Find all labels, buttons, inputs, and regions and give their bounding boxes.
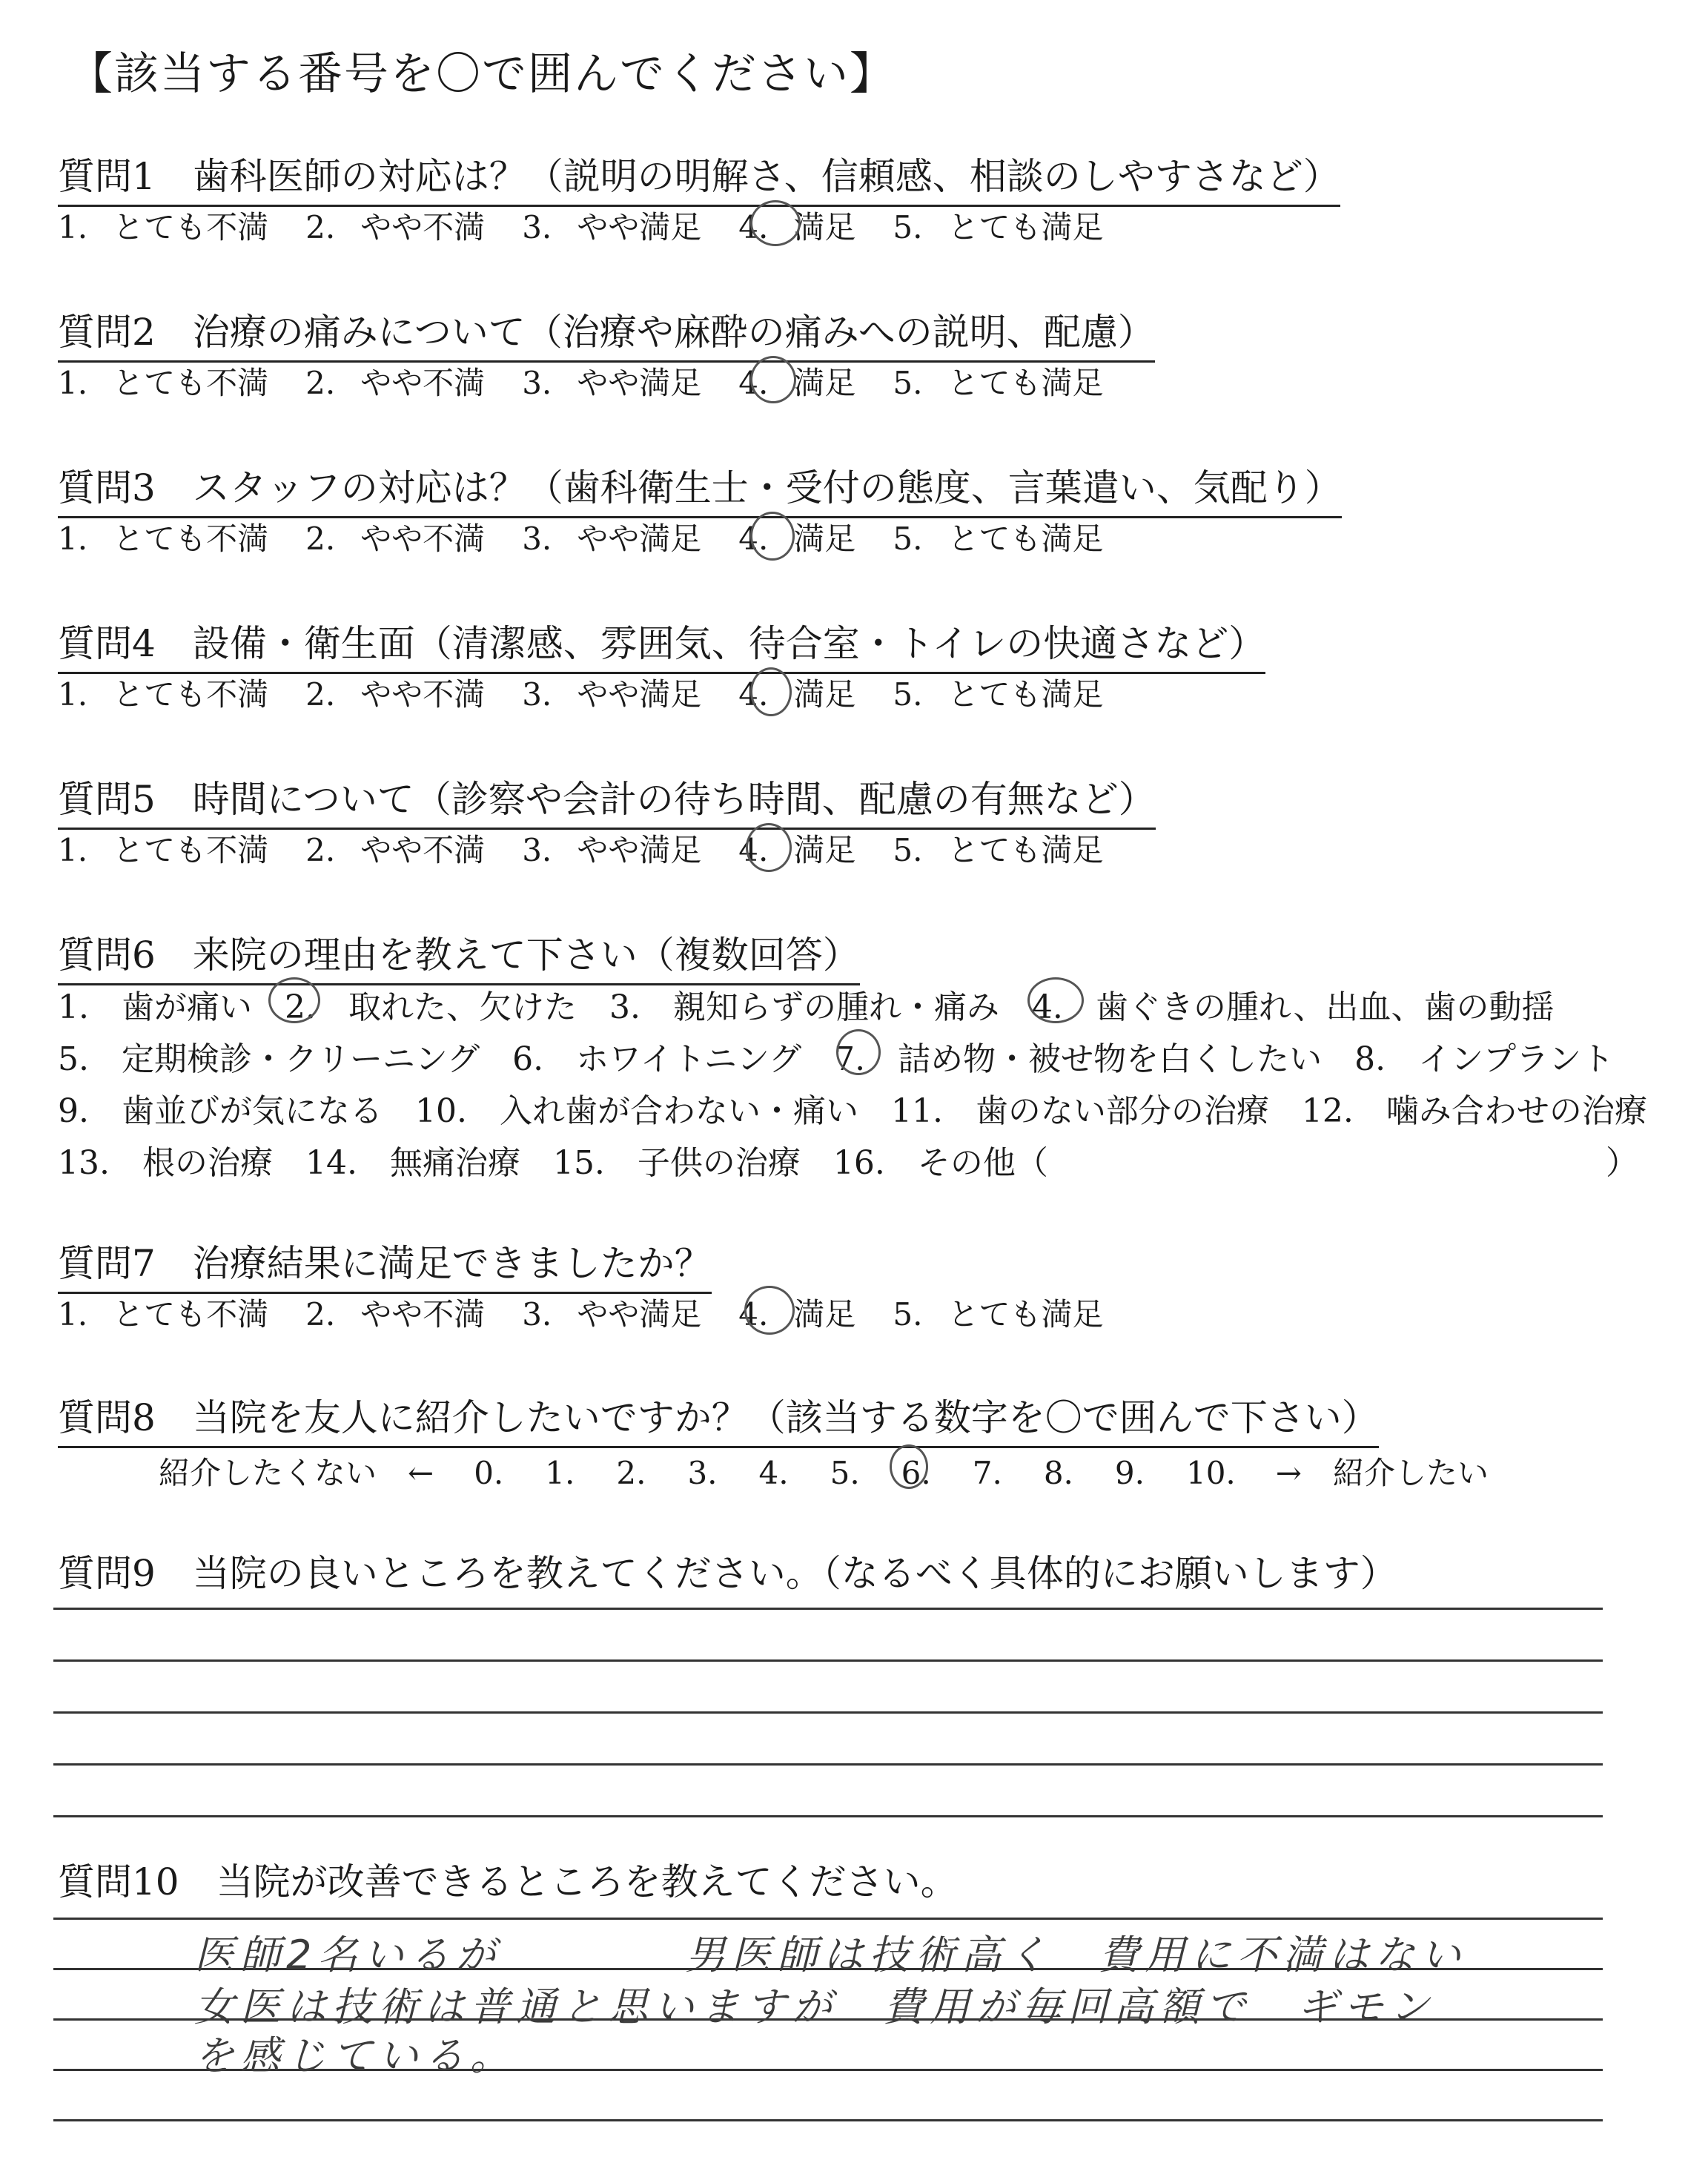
answer-circle-mark: [746, 823, 792, 872]
option-label[interactable]: とても満足: [947, 832, 1104, 868]
option-label[interactable]: やや不満: [360, 676, 486, 713]
option-label[interactable]: 満足: [793, 365, 856, 401]
option-label[interactable]: やや不満: [360, 365, 486, 401]
option-number[interactable]: 3.: [522, 521, 552, 557]
option-label[interactable]: とても不満: [113, 1296, 269, 1332]
question-7-title: 質問7 治療結果に満足できましたか？: [58, 1234, 712, 1294]
option-number[interactable]: 1.: [58, 1296, 88, 1332]
handwritten-answer-line-3: を感じている。: [194, 2032, 516, 2079]
option-number[interactable]: 2.: [305, 209, 336, 245]
option-number[interactable]: 1.: [58, 365, 88, 401]
answer-line[interactable]: [53, 1763, 1603, 1766]
option-label[interactable]: とても満足: [947, 1296, 1104, 1332]
answer-line[interactable]: [53, 1815, 1603, 1817]
option-label[interactable]: とても不満: [113, 832, 269, 868]
option-label[interactable]: やや満足: [577, 209, 702, 245]
question-1-options: [58, 203, 1103, 248]
option-number[interactable]: 3.: [522, 365, 552, 401]
option-label[interactable]: とても不満: [113, 521, 269, 557]
option-number-selected[interactable]: 4.: [738, 365, 769, 401]
option-number[interactable]: 2.: [305, 521, 336, 557]
option-number[interactable]: 5.: [893, 832, 923, 868]
question-2-title: 質問2 治療の痛みについて（治療や麻酔の痛みへの説明、配慮）: [58, 303, 1155, 363]
question-8-title: 質問8 当院を友人に紹介したいですか？（該当する数字を〇で囲んで下さい）: [58, 1388, 1379, 1448]
option-number[interactable]: 3.: [522, 1296, 552, 1332]
answer-circle-mark: [744, 1286, 795, 1335]
question-6-title: 質問6 来院の理由を教えて下さい（複数回答）: [58, 925, 860, 985]
option-number-selected[interactable]: 4.: [738, 676, 769, 713]
option-number-selected[interactable]: 4.: [738, 209, 769, 245]
question-6-line-4[interactable]: 13. 根の治療 14. 無痛治療 15. 子供の治療 16. その他（: [58, 1144, 1048, 1182]
option-label[interactable]: やや満足: [577, 832, 702, 868]
option-label[interactable]: とても不満: [113, 209, 269, 245]
option-number-selected[interactable]: 4.: [738, 832, 769, 868]
answer-circle-mark: [750, 356, 796, 403]
question-5-title: 質問5 時間について（診察や会計の待ち時間、配慮の有無など）: [58, 770, 1156, 830]
question-3-options: [58, 515, 1103, 559]
option-label[interactable]: やや満足: [577, 1296, 702, 1332]
question-7-options: [58, 1290, 1103, 1335]
option-number[interactable]: 2.: [305, 676, 336, 713]
option-number[interactable]: 1.: [58, 521, 88, 557]
question-4-options: [58, 670, 1103, 715]
option-number[interactable]: 1.: [58, 209, 88, 245]
option-number[interactable]: 3.: [522, 209, 552, 245]
scale-point[interactable]: 0.: [474, 1455, 504, 1491]
option-label[interactable]: とても不満: [113, 365, 269, 401]
answer-circle-mark: [890, 1444, 928, 1489]
option-number[interactable]: 1.: [58, 832, 88, 868]
scale-right-label: → 紹介したい: [1275, 1455, 1489, 1491]
question-1-title: 質問1 歯科医師の対応は？（説明の明解さ、信頼感、相談のしやすさなど）: [58, 147, 1340, 207]
answer-line[interactable]: [53, 1711, 1603, 1714]
form-header: 【該当する番号を〇で囲んでください】: [68, 48, 896, 100]
answer-line[interactable]: [53, 1659, 1603, 1662]
option-label[interactable]: とても満足: [947, 209, 1104, 245]
option-label[interactable]: 満足: [793, 676, 856, 713]
option-label[interactable]: とても満足: [947, 365, 1104, 401]
option-label[interactable]: やや満足: [577, 676, 702, 713]
scale-point[interactable]: 5.: [830, 1455, 860, 1491]
scale-point[interactable]: 7.: [972, 1455, 1002, 1491]
scale-point[interactable]: 1.: [545, 1455, 575, 1491]
scale-point[interactable]: 10.: [1185, 1455, 1236, 1491]
question-10-title: 質問10 当院が改善できるところを教えてください。: [58, 1860, 958, 1903]
option-number[interactable]: 2.: [305, 1296, 336, 1332]
option-label[interactable]: 満足: [793, 832, 856, 868]
option-label[interactable]: 満足: [793, 1296, 856, 1332]
handwritten-answer-line-1: 医師2名いるが 男医師は技術高く 費用に不満はない: [194, 1932, 1467, 1978]
option-number[interactable]: 5.: [893, 521, 923, 557]
option-label[interactable]: やや不満: [360, 832, 486, 868]
option-number[interactable]: 3.: [522, 832, 552, 868]
option-label[interactable]: とても満足: [947, 521, 1104, 557]
option-number[interactable]: 5.: [893, 209, 923, 245]
answer-circle-mark: [1027, 977, 1084, 1023]
scale-point[interactable]: 4.: [758, 1455, 789, 1491]
handwritten-answer-line-2: 女医は技術は普通と思いますが 費用が毎回高額で ギモン: [194, 1984, 1435, 2030]
option-number[interactable]: 5.: [893, 365, 923, 401]
answer-circle-mark: [750, 667, 792, 716]
answer-line[interactable]: [53, 1608, 1603, 1610]
option-label[interactable]: やや不満: [360, 521, 486, 557]
option-label[interactable]: 満足: [793, 521, 856, 557]
option-number[interactable]: 1.: [58, 676, 88, 713]
option-label[interactable]: 満足: [793, 209, 856, 245]
option-label[interactable]: やや満足: [577, 365, 702, 401]
answer-circle-mark: [750, 512, 795, 561]
scale-point[interactable]: 3.: [687, 1455, 718, 1491]
option-label[interactable]: やや不満: [360, 209, 486, 245]
question-2-options: [58, 359, 1103, 403]
question-6-line-2[interactable]: 5. 定期検診・クリーニング 6. ホワイトニング 7. 詰め物・被せ物を白くしたい 8. インプラント: [58, 1040, 1615, 1078]
answer-line[interactable]: [53, 2119, 1603, 2121]
question-8-scale: [159, 1449, 1489, 1493]
question-6-close-paren: ）: [1606, 1144, 1638, 1182]
scale-left-label: 紹介したくない ←: [159, 1455, 434, 1491]
answer-line[interactable]: [53, 1918, 1603, 1920]
question-3-title: 質問3 スタッフの対応は？（歯科衛生士・受付の態度、言葉遣い、気配り）: [58, 458, 1342, 518]
question-9-title: 質問9 当院の良いところを教えてください。（なるべく具体的にお願いします）: [58, 1552, 1397, 1595]
scale-point[interactable]: 9.: [1114, 1455, 1145, 1491]
scale-point[interactable]: 2.: [616, 1455, 646, 1491]
question-6-line-1[interactable]: 1. 歯が痛い 2. 取れた、欠けた 3. 親知らずの腫れ・痛み 4. 歯ぐきの腫れ、出血、歯の動揺: [58, 988, 1555, 1026]
option-number[interactable]: 5.: [893, 1296, 923, 1332]
question-5-options: [58, 826, 1103, 871]
question-4-title: 質問4 設備・衛生面（清潔感、雰囲気、待合室・トイレの快適さなど）: [58, 614, 1265, 674]
option-number-selected[interactable]: 4.: [738, 521, 769, 557]
option-number[interactable]: 2.: [305, 365, 336, 401]
option-label[interactable]: やや満足: [577, 521, 702, 557]
question-6-line-3[interactable]: 9. 歯並びが気になる 10. 入れ歯が合わない・痛い 11. 歯のない部分の治療 12. 噛み合わせの治療: [58, 1092, 1647, 1130]
scale-point[interactable]: 8.: [1043, 1455, 1073, 1491]
option-label[interactable]: とても満足: [947, 676, 1104, 713]
option-number[interactable]: 3.: [522, 676, 552, 713]
scale-point-selected[interactable]: 6.: [901, 1455, 931, 1491]
answer-circle-mark: [750, 200, 801, 246]
answer-circle-mark: [836, 1029, 881, 1075]
option-number-selected[interactable]: 4.: [738, 1296, 769, 1332]
option-number[interactable]: 5.: [893, 676, 923, 713]
option-number[interactable]: 2.: [305, 832, 336, 868]
option-label[interactable]: とても不満: [113, 676, 269, 713]
answer-circle-mark: [268, 977, 320, 1023]
option-label[interactable]: やや不満: [360, 1296, 486, 1332]
